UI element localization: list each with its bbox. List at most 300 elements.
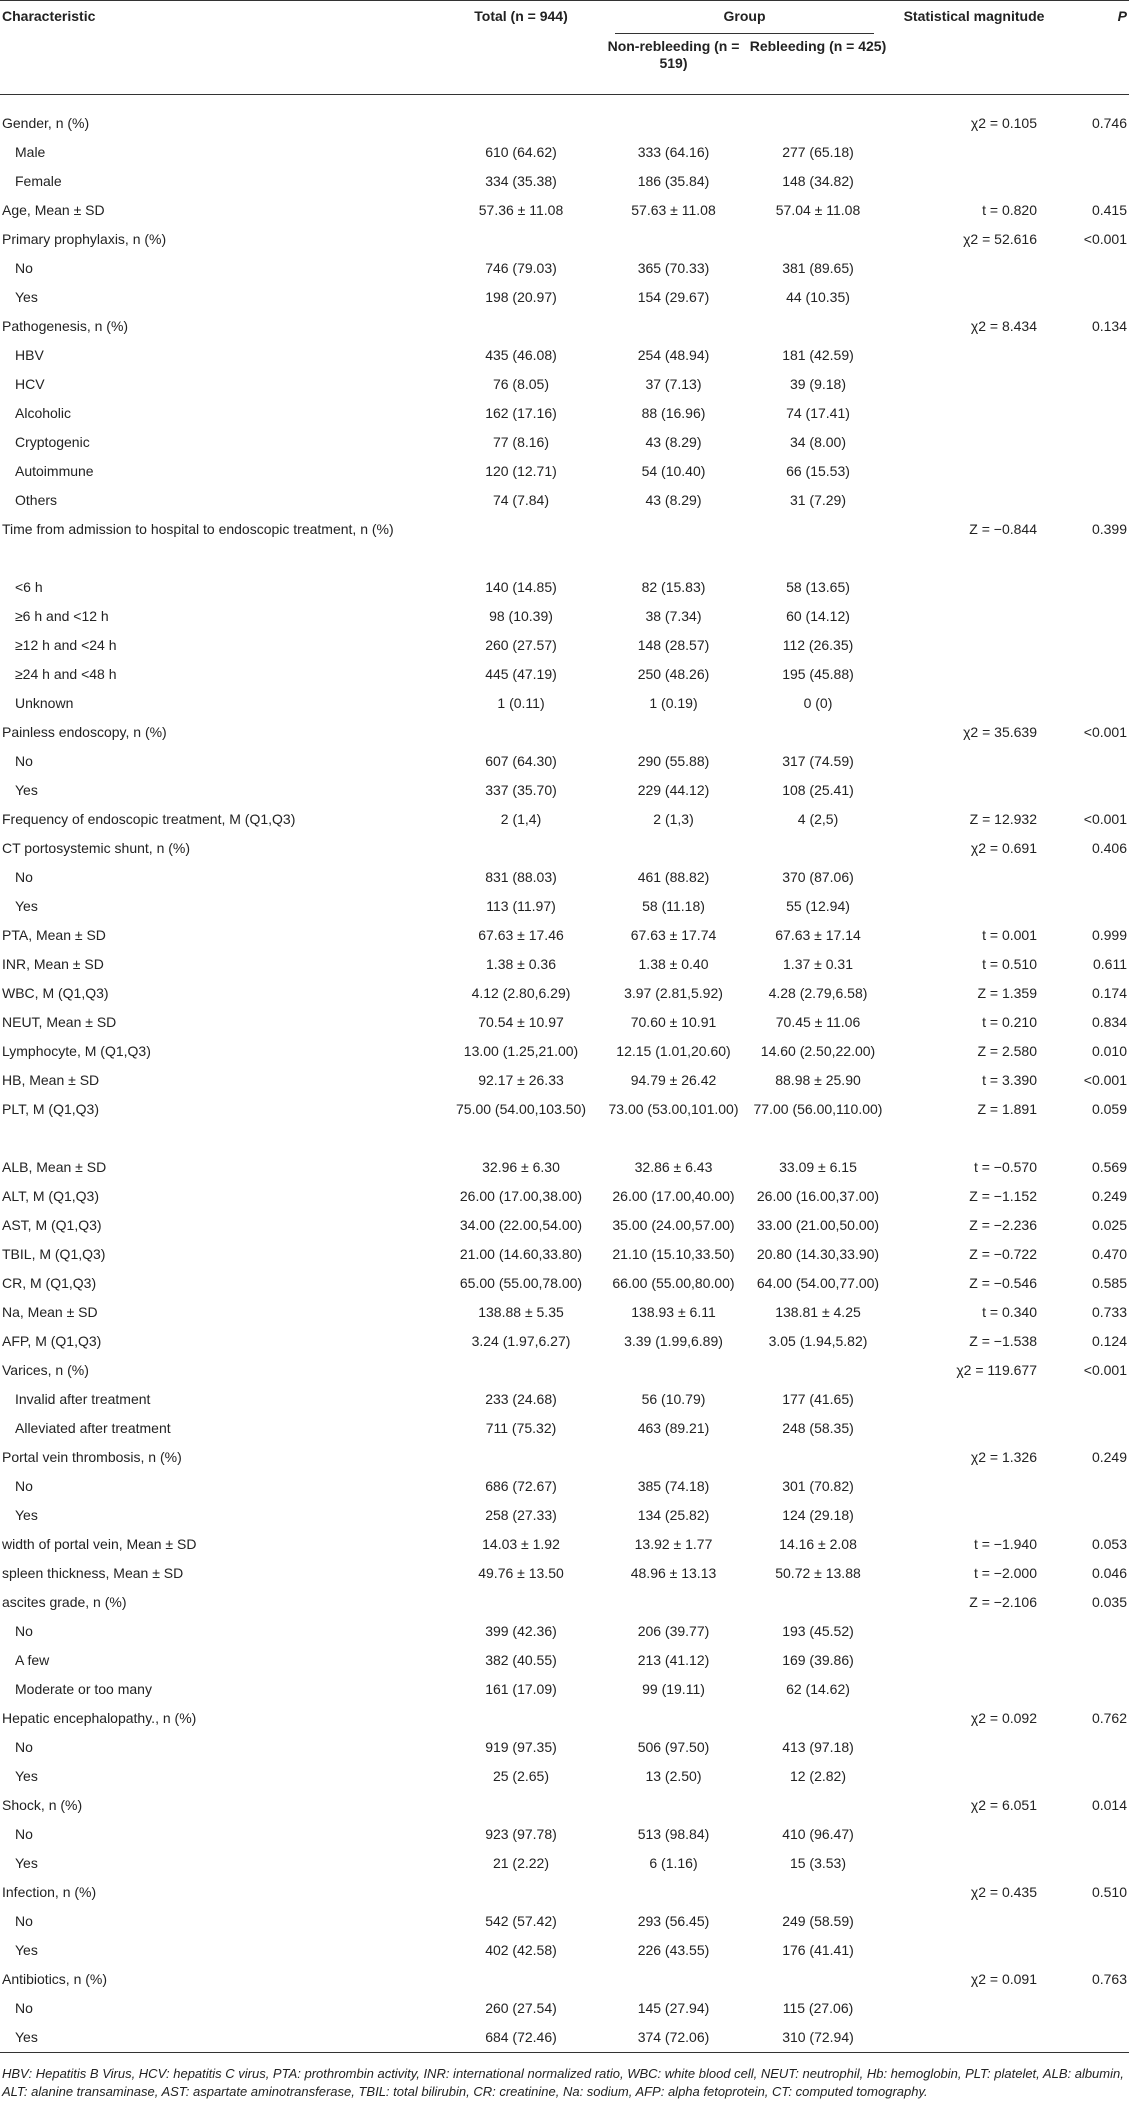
statistic-value: Z = 2.580 (977, 1043, 1037, 1059)
non-rebleeding-value: 35.00 (24.00,57.00) (612, 1217, 735, 1233)
p-value: 0.399 (1091, 521, 1127, 537)
statistic-value: χ2 = 0.091 (970, 1971, 1037, 1987)
row-label: HBV (15, 347, 44, 363)
table-row (0, 254, 1129, 283)
row-label: Yes (15, 1855, 38, 1871)
total-value: 120 (12.71) (485, 463, 557, 479)
non-rebleeding-value: 290 (55.88) (637, 753, 710, 769)
row-label: ≥24 h and <48 h (15, 666, 117, 682)
p-value: 0.611 (1093, 956, 1127, 972)
row-label: Yes (15, 898, 38, 914)
statistic-value: Z = 1.359 (977, 985, 1037, 1001)
p-value (1059, 1907, 1129, 1936)
non-rebleeding-value: 1.38 ± 0.40 (638, 956, 709, 972)
p-value: <0.001 (1083, 1362, 1127, 1378)
total-value: 746 (79.03) (485, 260, 557, 276)
rebleeding-value: 34 (8.00) (789, 434, 847, 450)
total-value: 140 (14.85) (485, 579, 557, 595)
statistic-value: Z = −1.538 (969, 1333, 1037, 1349)
table-row (0, 1994, 1129, 2023)
statistic-value (889, 1617, 1059, 1646)
table-row (0, 1791, 1129, 1820)
statistic-value: t = −0.570 (973, 1159, 1037, 1175)
rebleeding-value: 67.63 ± 17.14 (775, 927, 861, 943)
row-label: No (15, 1478, 33, 1494)
rebleeding-value: 74 (17.41) (786, 405, 850, 421)
total-value: 34.00 (22.00,54.00) (459, 1217, 583, 1233)
total-value: 138.88 ± 5.35 (478, 1304, 564, 1320)
statistic-value (889, 660, 1059, 689)
row-label: Yes (15, 782, 38, 798)
p-value: 0.174 (1091, 985, 1127, 1001)
rebleeding-value: 176 (41.41) (782, 1942, 854, 1958)
p-value (1059, 1617, 1129, 1646)
row-label: Yes (15, 1768, 38, 1784)
table-row (0, 660, 1129, 689)
rebleeding-value: 195 (45.88) (782, 666, 854, 682)
table-row (0, 689, 1129, 718)
row-label: HB, Mean ± SD (2, 1072, 100, 1088)
non-rebleeding-value: 374 (72.06) (637, 2029, 710, 2045)
p-value: 0.763 (1091, 1971, 1127, 1987)
rebleeding-value: 138.81 ± 4.25 (775, 1304, 861, 1320)
statistic-value (889, 370, 1059, 399)
statistic-value (889, 1501, 1059, 1530)
header-rebleeding: Rebleeding (n = 425) (749, 38, 887, 54)
rebleeding-value: 4.28 (2.79,6.58) (768, 985, 868, 1001)
non-rebleeding-value (600, 1588, 747, 1617)
p-value: 0.025 (1091, 1217, 1127, 1233)
statistic-value (889, 689, 1059, 718)
total-value: 4.12 (2.80,6.29) (471, 985, 571, 1001)
table-row (0, 892, 1129, 921)
row-label: ALT, M (Q1,Q3) (2, 1188, 99, 1204)
statistic-value (889, 167, 1059, 196)
total-value: 32.96 ± 6.30 (482, 1159, 560, 1175)
row-label: No (15, 1913, 33, 1929)
total-value: 21.00 (14.60,33.80) (459, 1246, 583, 1262)
non-rebleeding-value: 88 (16.96) (641, 405, 706, 421)
p-value (1059, 1675, 1129, 1704)
table-row (0, 370, 1129, 399)
statistic-value (889, 1733, 1059, 1762)
rebleeding-value: 1.37 ± 0.31 (783, 956, 853, 972)
p-value (1059, 138, 1129, 167)
total-value: 402 (42.58) (485, 1942, 557, 1958)
table-row (0, 138, 1129, 167)
total-value: 14.03 ± 1.92 (482, 1536, 560, 1552)
p-value: 0.059 (1091, 1101, 1127, 1117)
row-label: Yes (15, 289, 38, 305)
table-row (0, 776, 1129, 805)
total-value: 49.76 ± 13.50 (478, 1565, 564, 1581)
table-row (0, 1182, 1129, 1211)
p-value (1059, 1820, 1129, 1849)
p-value: <0.001 (1083, 811, 1127, 827)
table-row (0, 283, 1129, 312)
non-rebleeding-value: 54 (10.40) (641, 463, 706, 479)
p-value (1059, 1414, 1129, 1443)
row-label: Autoimmune (15, 463, 94, 479)
statistic-value: t = 0.820 (982, 202, 1037, 218)
total-value (442, 1965, 600, 1994)
p-value: 0.746 (1091, 115, 1127, 131)
statistic-value: χ2 = 6.051 (970, 1797, 1037, 1813)
total-value: 65.00 (55.00,78.00) (459, 1275, 583, 1291)
table-row (0, 1037, 1129, 1066)
row-label: Yes (15, 1942, 38, 1958)
rebleeding-value (747, 1965, 889, 1994)
rebleeding-value: 50.72 ± 13.88 (775, 1565, 861, 1581)
statistic-value (889, 863, 1059, 892)
p-value: 0.124 (1091, 1333, 1127, 1349)
non-rebleeding-value: 333 (64.16) (637, 144, 710, 160)
non-rebleeding-value: 513 (98.84) (637, 1826, 710, 1842)
row-label: ≥6 h and <12 h (15, 608, 109, 624)
table-row (0, 312, 1129, 341)
rebleeding-value: 249 (58.59) (782, 1913, 854, 1929)
header-statistical-magnitude: Statistical magnitude (903, 8, 1045, 24)
non-rebleeding-value: 82 (15.83) (641, 579, 706, 595)
table-row (0, 196, 1129, 225)
p-value: 0.249 (1091, 1188, 1127, 1204)
row-label: A few (15, 1652, 50, 1668)
p-value (1059, 486, 1129, 515)
statistic-value (889, 1414, 1059, 1443)
table-row (0, 1327, 1129, 1356)
non-rebleeding-value: 154 (29.67) (637, 289, 710, 305)
group-divider (615, 33, 874, 34)
non-rebleeding-value (600, 1356, 747, 1385)
row-label: Yes (15, 1507, 38, 1523)
total-value: 26.00 (17.00,38.00) (459, 1188, 583, 1204)
non-rebleeding-value: 226 (43.55) (637, 1942, 710, 1958)
non-rebleeding-value: 13 (2.50) (645, 1768, 702, 1784)
table-row (0, 979, 1129, 1008)
statistic-value: χ2 = 35.639 (963, 724, 1037, 740)
rebleeding-value: 148 (34.82) (782, 173, 854, 189)
row-label: ≥12 h and <24 h (15, 637, 117, 653)
table-row (0, 1617, 1129, 1646)
row-label: Moderate or too many (15, 1681, 152, 1697)
non-rebleeding-value: 32.86 ± 6.43 (634, 1159, 713, 1175)
total-value: 70.54 ± 10.97 (478, 1014, 564, 1030)
non-rebleeding-value: 12.15 (1.01,20.60) (616, 1043, 731, 1059)
rebleeding-value: 112 (26.35) (782, 637, 854, 653)
p-value (1059, 573, 1129, 602)
rebleeding-value: 62 (14.62) (786, 1681, 850, 1697)
p-value: 0.249 (1091, 1449, 1127, 1465)
total-value (442, 1588, 600, 1617)
statistic-value (889, 1472, 1059, 1501)
non-rebleeding-value (600, 1791, 747, 1820)
table-row (0, 1849, 1129, 1878)
total-value (442, 95, 600, 139)
non-rebleeding-value: 48.96 ± 13.13 (630, 1565, 717, 1581)
statistic-value (889, 1646, 1059, 1675)
table-row (0, 1936, 1129, 1965)
total-value: 25 (2.65) (492, 1768, 550, 1784)
total-value: 1.38 ± 0.36 (486, 956, 556, 972)
rebleeding-value (747, 515, 889, 573)
p-value (1059, 1733, 1129, 1762)
header-non-rebleeding: Non-rebleeding (n = 519) (607, 38, 740, 71)
non-rebleeding-value: 99 (19.11) (642, 1681, 705, 1697)
rebleeding-value: 39 (9.18) (789, 376, 847, 392)
total-value: 21 (2.22) (492, 1855, 550, 1871)
statistic-value: t = 0.510 (982, 956, 1037, 972)
row-label: Invalid after treatment (15, 1391, 151, 1407)
row-label: Yes (15, 2029, 38, 2045)
total-value: 686 (72.67) (485, 1478, 557, 1494)
rebleeding-value: 58 (13.65) (786, 579, 850, 595)
row-label: Unknown (15, 695, 74, 711)
statistic-value: χ2 = 0.435 (970, 1884, 1037, 1900)
row-label: No (15, 260, 33, 276)
total-value (442, 1356, 600, 1385)
non-rebleeding-value (600, 1443, 747, 1472)
total-value: 610 (64.62) (485, 144, 557, 160)
table-row (0, 1269, 1129, 1298)
rebleeding-value: 70.45 ± 11.06 (775, 1014, 861, 1030)
rebleeding-value: 248 (58.35) (782, 1420, 854, 1436)
total-value (442, 1878, 600, 1907)
p-value (1059, 1849, 1129, 1878)
table-row (0, 631, 1129, 660)
total-value (442, 1704, 600, 1733)
statistic-value: Z = −0.546 (969, 1275, 1037, 1291)
row-label: CT portosystemic shunt, n (%) (2, 840, 191, 856)
p-value (1059, 370, 1129, 399)
non-rebleeding-value (600, 718, 747, 747)
rebleeding-value (747, 1588, 889, 1617)
statistic-value (889, 892, 1059, 921)
statistic-value: Z = −1.152 (969, 1188, 1037, 1204)
statistic-value: χ2 = 0.105 (970, 115, 1037, 131)
row-label: Painless endoscopy, n (%) (2, 724, 167, 740)
row-label: Alcoholic (15, 405, 72, 421)
total-value: 711 (75.32) (485, 1420, 557, 1436)
p-value (1059, 341, 1129, 370)
total-value: 74 (7.84) (492, 492, 550, 508)
total-value: 13.00 (1.25,21.00) (463, 1043, 579, 1059)
non-rebleeding-value: 57.63 ± 11.08 (631, 202, 716, 218)
total-value: 2 (1,4) (500, 811, 542, 827)
total-value: 337 (35.70) (485, 782, 557, 798)
non-rebleeding-value: 37 (7.13) (645, 376, 702, 392)
statistic-value (889, 254, 1059, 283)
total-value: 334 (35.38) (485, 173, 557, 189)
p-value (1059, 689, 1129, 718)
row-label: Male (15, 144, 46, 160)
rebleeding-value: 26.00 (16.00,37.00) (756, 1188, 880, 1204)
table-row (0, 1356, 1129, 1385)
table-row (0, 1095, 1129, 1153)
row-label: width of portal vein, Mean ± SD (2, 1536, 197, 1552)
row-label: Varices, n (%) (2, 1362, 89, 1378)
p-value: 0.014 (1091, 1797, 1127, 1813)
non-rebleeding-value: 13.92 ± 1.77 (634, 1536, 713, 1552)
rebleeding-value: 14.60 (2.50,22.00) (760, 1043, 876, 1059)
table-row (0, 863, 1129, 892)
statistic-value (889, 776, 1059, 805)
total-value: 3.24 (1.97,6.27) (471, 1333, 571, 1349)
table-row (0, 399, 1129, 428)
rebleeding-value: 88.98 ± 25.90 (775, 1072, 861, 1088)
p-value (1059, 457, 1129, 486)
statistic-value: Z = −2.106 (969, 1594, 1037, 1610)
statistic-value (889, 1994, 1059, 2023)
total-value: 76 (8.05) (492, 376, 550, 392)
statistic-value (889, 341, 1059, 370)
row-label: Shock, n (%) (2, 1797, 83, 1813)
table-row (0, 1704, 1129, 1733)
total-value (442, 834, 600, 863)
rebleeding-value: 33.09 ± 6.15 (779, 1159, 857, 1175)
rebleeding-value: 55 (12.94) (786, 898, 850, 914)
statistic-value: Z = 12.932 (969, 811, 1037, 827)
rebleeding-value: 57.04 ± 11.08 (775, 202, 861, 218)
row-label: Alleviated after treatment (15, 1420, 171, 1436)
total-value: 258 (27.33) (485, 1507, 557, 1523)
total-value: 542 (57.42) (485, 1913, 557, 1929)
total-value: 57.36 ± 11.08 (478, 202, 564, 218)
non-rebleeding-value (600, 95, 747, 139)
total-value: 1 (0.11) (497, 695, 545, 711)
row-label: WBC, M (Q1,Q3) (2, 985, 109, 1001)
p-value (1059, 892, 1129, 921)
total-value (442, 225, 600, 254)
non-rebleeding-value (600, 225, 747, 254)
non-rebleeding-value: 365 (70.33) (637, 260, 710, 276)
table-row (0, 1878, 1129, 1907)
rebleeding-value: 181 (42.59) (782, 347, 854, 363)
non-rebleeding-value: 2 (1,3) (653, 811, 694, 827)
row-label: TBIL, M (Q1,Q3) (2, 1246, 106, 1262)
header-total: Total (n = 944) (474, 8, 568, 24)
table-row (0, 1530, 1129, 1559)
rebleeding-value: 193 (45.52) (782, 1623, 854, 1639)
total-value: 445 (47.19) (485, 666, 557, 682)
p-value (1059, 399, 1129, 428)
statistic-value: t = 3.390 (982, 1072, 1037, 1088)
non-rebleeding-value: 250 (48.26) (637, 666, 710, 682)
total-value: 684 (72.46) (485, 2029, 557, 2045)
non-rebleeding-value (600, 1878, 747, 1907)
rebleeding-value: 115 (27.06) (782, 2000, 854, 2016)
statistic-value: χ2 = 8.434 (970, 318, 1037, 334)
rebleeding-value (747, 1704, 889, 1733)
p-value (1059, 167, 1129, 196)
non-rebleeding-value: 1 (0.19) (649, 695, 698, 711)
total-value: 382 (40.55) (485, 1652, 557, 1668)
statistic-value (889, 283, 1059, 312)
table-row (0, 428, 1129, 457)
statistic-value: χ2 = 0.691 (970, 840, 1037, 856)
p-value (1059, 1501, 1129, 1530)
rebleeding-value (747, 312, 889, 341)
statistic-value (889, 138, 1059, 167)
non-rebleeding-value: 21.10 (15.10,33.50) (612, 1246, 735, 1262)
statistic-value: Z = 1.891 (977, 1101, 1037, 1117)
row-label: ascites grade, n (%) (2, 1594, 127, 1610)
non-rebleeding-value: 94.79 ± 26.42 (630, 1072, 717, 1088)
table-header (0, 1, 1129, 95)
statistic-value: Z = −0.844 (969, 521, 1037, 537)
rebleeding-value: 33.00 (21.00,50.00) (756, 1217, 880, 1233)
rebleeding-value: 0 (0) (803, 695, 833, 711)
p-value: 0.053 (1091, 1536, 1127, 1552)
total-value: 98 (10.39) (489, 608, 553, 624)
row-label: Others (15, 492, 58, 508)
row-label: spleen thickness, Mean ± SD (2, 1565, 184, 1581)
rebleeding-value: 66 (15.53) (786, 463, 850, 479)
p-value: 0.415 (1091, 202, 1127, 218)
non-rebleeding-value (600, 1965, 747, 1994)
total-value: 831 (88.03) (485, 869, 557, 885)
rebleeding-value: 277 (65.18) (782, 144, 854, 160)
table-row (0, 95, 1129, 139)
non-rebleeding-value: 148 (28.57) (637, 637, 710, 653)
p-value (1059, 602, 1129, 631)
statistic-value: χ2 = 119.677 (956, 1362, 1037, 1378)
non-rebleeding-value (600, 312, 747, 341)
p-value: 0.733 (1091, 1304, 1127, 1320)
rebleeding-value (747, 1356, 889, 1385)
total-value (442, 718, 600, 747)
non-rebleeding-value: 506 (97.50) (637, 1739, 710, 1755)
row-label: No (15, 2000, 33, 2016)
statistic-value (889, 1385, 1059, 1414)
table-row (0, 341, 1129, 370)
p-value (1059, 254, 1129, 283)
p-value (1059, 1472, 1129, 1501)
statistic-value (889, 747, 1059, 776)
p-value (1059, 776, 1129, 805)
table-row (0, 1298, 1129, 1327)
rebleeding-value: 44 (10.35) (786, 289, 850, 305)
statistic-value: Z = −0.722 (969, 1246, 1037, 1262)
statistic-value: t = 0.210 (982, 1014, 1037, 1030)
table-row (0, 747, 1129, 776)
table-row (0, 1153, 1129, 1182)
non-rebleeding-value (600, 515, 747, 573)
p-value (1059, 660, 1129, 689)
rebleeding-value: 413 (97.18) (782, 1739, 854, 1755)
non-rebleeding-value: 3.39 (1.99,6.89) (624, 1333, 723, 1349)
row-label: Pathogenesis, n (%) (2, 318, 129, 334)
table-row (0, 1240, 1129, 1269)
p-value: 0.406 (1091, 840, 1127, 856)
p-value: 0.569 (1091, 1159, 1127, 1175)
p-value (1059, 747, 1129, 776)
row-label: INR, Mean ± SD (2, 956, 104, 972)
table-row (0, 921, 1129, 950)
table-row (0, 1414, 1129, 1443)
rebleeding-value: 108 (25.41) (782, 782, 854, 798)
table-row (0, 1762, 1129, 1791)
statistic-value (889, 1820, 1059, 1849)
statistic-value (889, 1675, 1059, 1704)
p-value: 0.834 (1091, 1014, 1127, 1030)
non-rebleeding-value: 43 (8.29) (645, 492, 702, 508)
statistic-value: t = −1.940 (973, 1536, 1037, 1552)
non-rebleeding-value: 293 (56.45) (637, 1913, 710, 1929)
p-value (1059, 631, 1129, 660)
row-label: Time from admission to hospital to endoscopic treatment, n (%) (2, 521, 394, 537)
statistic-value (889, 1907, 1059, 1936)
non-rebleeding-value: 254 (48.94) (637, 347, 710, 363)
